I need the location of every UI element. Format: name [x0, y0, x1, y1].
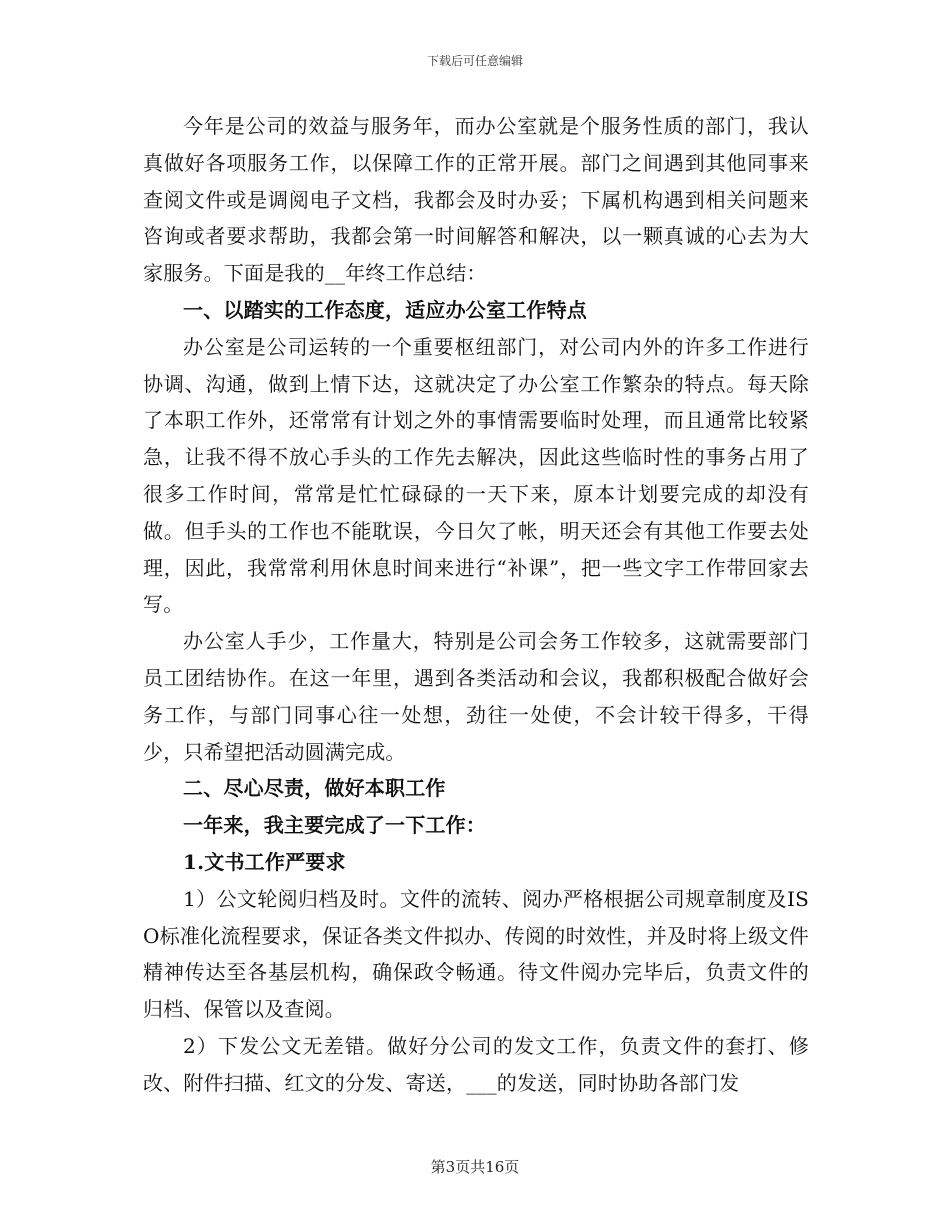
- item-heading-1: 1.文书工作严要求: [183, 849, 346, 874]
- document-body: [143, 108, 809, 1102]
- section-heading-1: 一、以踏实的工作态度，适应办公室工作特点: [183, 297, 587, 322]
- body-paragraph: 2）下发公文无差错。做好分公司的发文工作，负责文件的套打、修改、附件扫描、红文的分发、寄送，___的发送，同时协助各部门发: [143, 1033, 809, 1095]
- intro-paragraph: 今年是公司的效益与服务年，而办公室就是个服务性质的部门，我认真做好各项服务工作，以保障工作的正常开展。部门之间遇到其他同事来查阅文件或是调阅电子文档，我都会及时办妥；下属机构遇到相关问题来咨询或者要求帮助，我都会第一时间解答和解决，以一颗真诚的心去为大家服务。下面是我的__年终工作总结：: [143, 114, 809, 286]
- sub-heading: 一年来，我主要完成了一下工作：: [183, 813, 486, 838]
- body-paragraph: 办公室人手少，工作量大，特别是公司会务工作较多，这就需要部门员工团结协作。在这一年里，遇到各类活动和会议，我都积极配合做好会务工作，与部门同事心往一处想，劲往一处使，不会计较干得多，干得少，只希望把活动圆满完成。: [143, 629, 809, 764]
- body-paragraph: 1）公文轮阅归档及时。文件的流转、阅办严格根据公司规章制度及ISO标准化流程要求，保证各类文件拟办、传阅的时效性，并及时将上级文件精神传达至各基层机构，确保政令畅通。待文件阅办完毕后，负责文件的归档、保管以及查阅。: [143, 886, 809, 1022]
- page-number: 第3页共16页: [430, 1158, 520, 1176]
- body-paragraph: 办公室是公司运转的一个重要枢纽部门，对公司内外的许多工作进行协调、沟通，做到上情下达，这就决定了办公室工作繁杂的特点。每天除了本职工作外，还常常有计划之外的事情需要临时处理，而且通常比较紧急，让我不得不放心手头的工作先去解决，因此这些临时性的事务占用了很多工作时间，常常是忙忙碌碌的一天下来，原本计划要完成的却没有做。但手头的工作也不能耽误，今日欠了帐，明天还会有其他工作要去处理，因此，我常常利用休息时间来进行“补课”，把一些文字工作带回家去写。: [143, 334, 809, 617]
- page-header-note: 下载后可任意编辑: [426, 54, 523, 68]
- section-heading-2: 二、尽心尽责，做好本职工作: [183, 776, 446, 801]
